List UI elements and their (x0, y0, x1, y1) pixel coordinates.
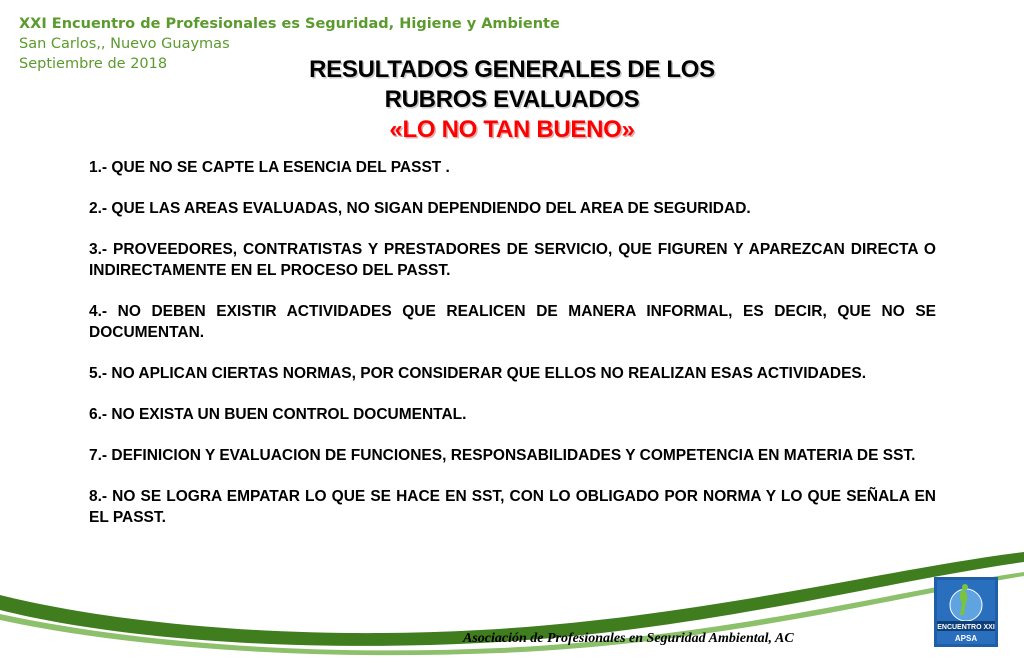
finding-item: 8.- NO SE LOGRA EMPATAR LO QUE SE HACE EN SST, CON LO OBLIGADO POR NORMA Y LO QUE SEÑALA EN EL PASST. (89, 488, 936, 526)
logo-head-icon (962, 584, 968, 590)
event-location: San Carlos,, Nuevo Guaymas (19, 36, 230, 52)
title-subtitle: «LO NO TAN BUENO» (389, 116, 635, 143)
finding-item: 7.- DEFINICION Y EVALUACION DE FUNCIONES, RESPONSABILIDADES Y COMPETENCIA EN MATERIA DE SST. (89, 447, 916, 464)
finding-item: 3.- PROVEEDORES, CONTRATISTAS Y PRESTADORES DE SERVICIO, QUE FIGUREN Y APAREZCAN DIRECTA O INDIRECTAMENTE EN EL PROCESO DEL PASST. (89, 241, 936, 279)
event-date: Septiembre de 2018 (19, 56, 168, 72)
logo-label-top: ENCUENTRO XXI (937, 624, 995, 631)
title-line-1: RESULTADOS GENERALES DE LOS (309, 56, 715, 83)
event-title: XXI Encuentro de Profesionales es Seguridad, Higiene y Ambiente (19, 16, 560, 32)
finding-item: 6.- NO EXISTA UN BUEN CONTROL DOCUMENTAL. (89, 406, 467, 423)
title-line-2: RUBROS EVALUADOS (384, 86, 640, 113)
finding-item: 4.- NO DEBEN EXISTIR ACTIVIDADES QUE REALICEN DE MANERA INFORMAL, ES DECIR, QUE NO SE DOCUMENTAN. (89, 303, 936, 341)
logo-label-bottom: APSA (954, 634, 978, 643)
finding-item: 5.- NO APLICAN CIERTAS NORMAS, POR CONSIDERAR QUE ELLOS NO REALIZAN ESAS ACTIVIDADES. (89, 365, 867, 382)
slide-title (200, 55, 824, 145)
findings-list (89, 157, 936, 548)
apsa-logo (934, 577, 998, 647)
footer-organization: Asociación de Profesionales en Seguridad Ambiental, AC (463, 631, 794, 646)
finding-item: 2.- QUE LAS AREAS EVALUADAS, NO SIGAN DEPENDIENDO DEL AREA DE SEGURIDAD. (89, 200, 751, 217)
finding-item: 1.- QUE NO SE CAPTE LA ESENCIA DEL PASST . (89, 159, 450, 176)
